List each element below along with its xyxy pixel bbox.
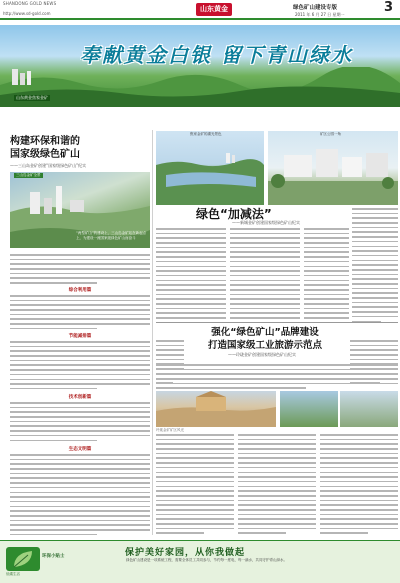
article-divider [156,322,398,323]
article3-title-line2: 打造国家级工业旅游示范点 [207,340,322,351]
bottom-text: 绿色矿山建设是一项系统工程，需要全体员工共同参与，节约每一度电、每一滴水，共同守护青山绿水。 [126,558,287,562]
article3-subtitle: ——玲珑金矿创建国家级绿色矿山纪实 [228,352,296,357]
gold-photo-caption: 玲珑金矿矿区风光 [156,428,184,432]
section-heading-3: 技术创新篇 [68,395,92,400]
bottom-footer-mark: 低碳生活 [6,572,20,576]
leaf-icon [6,547,40,571]
section-heading-4: 生态文明篇 [68,447,92,452]
article2-body-col1 [156,228,226,326]
article2-body-col3 [304,228,349,326]
article1-body-3 [10,402,150,444]
article2-body-col2 [230,228,300,326]
banner-landscape-image [0,67,400,107]
lake-photo [156,131,264,205]
article1-subtitle: ——三山岛金矿创建“国家级绿色矿山”纪实 [10,163,87,168]
article1-title-line2: 国家级绿色矿山 [10,149,80,160]
article3-body-col2 [238,434,316,537]
article3-title-line1: 强化“绿色矿山”品牌建设 [211,327,319,338]
article1-body-2 [10,341,150,393]
article3-body-col1 [156,434,234,537]
eco-tips-title: 环保小贴士 [42,554,65,559]
lake-photo-tag: 焦家金矿的湖光景色 [190,132,222,136]
newspaper-logo: 山东黄金 [196,3,232,16]
column-divider [152,130,153,535]
article2-subtitle: ——新城金矿创建国家级绿色矿山纪实 [232,220,300,225]
issue-date: 2011 年 6 月 27 日 星期一 [295,12,345,17]
article2-title: 绿色“加减法” [196,207,272,221]
gold-mine-photo [156,391,276,427]
section-heading-1: 综合利用篇 [68,288,92,293]
newspaper-english-title: SHANDONG GOLD NEWS [3,1,57,6]
banner-caption: 山东黄金焦家金矿 [16,95,48,100]
article2-body-col4 [352,208,398,325]
banner-headline: 奉献黄金白银 留下青山绿水 [80,43,353,67]
article3-body-col3 [320,434,398,537]
lake-image [156,131,264,205]
landscape-photo-1 [280,391,338,427]
park-photo [268,131,398,205]
aerial-photo-tag: 三山岛金矿全景 [16,173,41,177]
bottom-slogan: 保护美好家园，从你我做起 [125,548,246,558]
newspaper-url: http://www.sd-gold.com [3,11,51,16]
article3-title [185,326,345,352]
article1-body-1 [10,295,150,333]
masthead [0,0,400,20]
eco-leaf-icon [6,547,40,571]
page-number: 3 [384,0,394,15]
section-title: 绿色矿山建设专版 [293,5,338,11]
park-image [268,131,398,205]
hero-banner [0,25,400,107]
article1-title-line1: 构建环保和谐的 [10,136,80,147]
article1-body-intro [10,254,150,287]
gold-mine-image [156,391,276,427]
section-heading-2: 节能减排篇 [68,334,92,339]
park-photo-tag: 矿区公园一角 [320,132,341,136]
landscape-photo-2 [340,391,398,427]
article1-title [10,135,140,161]
aerial-photo-caption: “两型矿山”的建设上，三山岛金矿站在新起点上，为建设一流国家级绿色矿山而奋斗 [76,231,147,240]
article3-lead [156,364,398,392]
article1-body-4 [10,454,150,538]
